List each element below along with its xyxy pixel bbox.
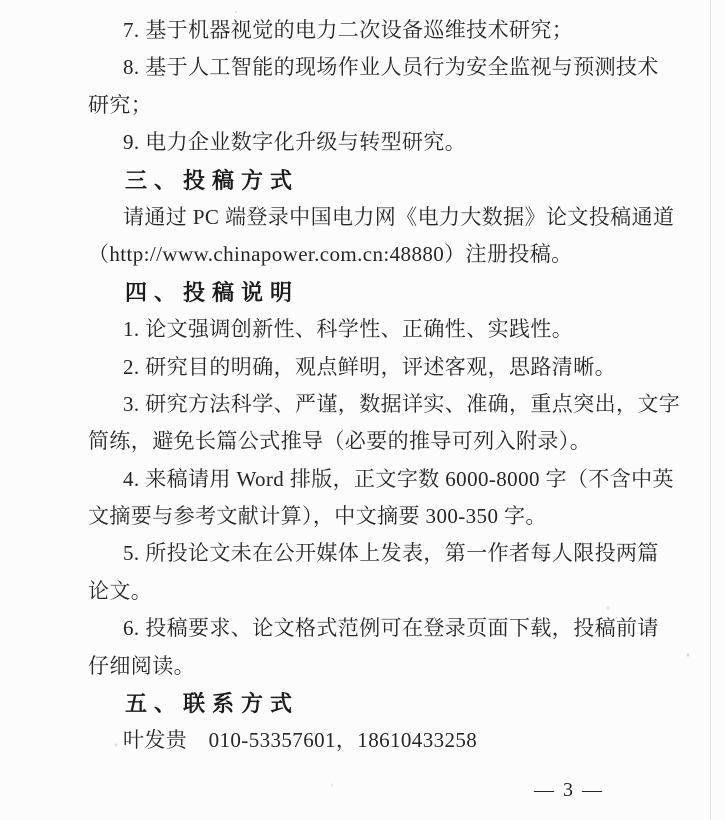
text-line: 研究； bbox=[88, 92, 153, 117]
text-line: 6. 投稿要求、论文格式范例可在登录页面下载，投稿前请 bbox=[123, 616, 659, 641]
text-line: 4. 来稿请用 Word 排版，正文字数 6000-8000 字（不含中英 bbox=[123, 466, 674, 491]
section-heading: 五、联系方式 bbox=[125, 691, 300, 717]
text-line: 8. 基于人工智能的现场作业人员行为安全监视与预测技术 bbox=[123, 55, 659, 80]
text-line: 9. 电力企业数字化升级与转型研究。 bbox=[123, 130, 467, 155]
text-line: 文摘要与参考文献计算），中文摘要 300-350 字。 bbox=[88, 504, 547, 529]
text-line: 7. 基于机器视觉的电力二次设备巡维技术研究； bbox=[123, 18, 574, 42]
text-line: 简练，避免长篇公式推导（必要的推导可列入附录）。 bbox=[88, 429, 592, 454]
text-line: 请通过 PC 端登录中国电力网《电力大数据》论文投稿通道 bbox=[123, 204, 675, 229]
document-body bbox=[88, 12, 698, 760]
text-line: 论文。 bbox=[88, 578, 153, 603]
text-line: 叶发贵 010-53357601，18610433258 bbox=[123, 728, 478, 753]
text-line: （http://www.chinapower.com.cn:48880）注册投稿。 bbox=[88, 242, 573, 267]
text-line: 5. 所投论文未在公开媒体上发表，第一作者每人限投两篇 bbox=[123, 541, 659, 566]
page-number: — 3 — bbox=[534, 779, 604, 801]
text-line: 2. 研究目的明确，观点鲜明，评述客观，思路清晰。 bbox=[123, 354, 616, 379]
text-line: 1. 论文强调创新性、科学性、正确性、实践性。 bbox=[123, 317, 574, 342]
text-line: 3. 研究方法科学、严谨，数据详实、准确，重点突出，文字 bbox=[123, 391, 681, 416]
text-line: 仔细阅读。 bbox=[88, 653, 195, 678]
scan-artifact-line bbox=[710, 0, 711, 820]
section-heading: 三、投稿方式 bbox=[125, 167, 300, 193]
section-heading: 四、投稿说明 bbox=[125, 279, 300, 305]
